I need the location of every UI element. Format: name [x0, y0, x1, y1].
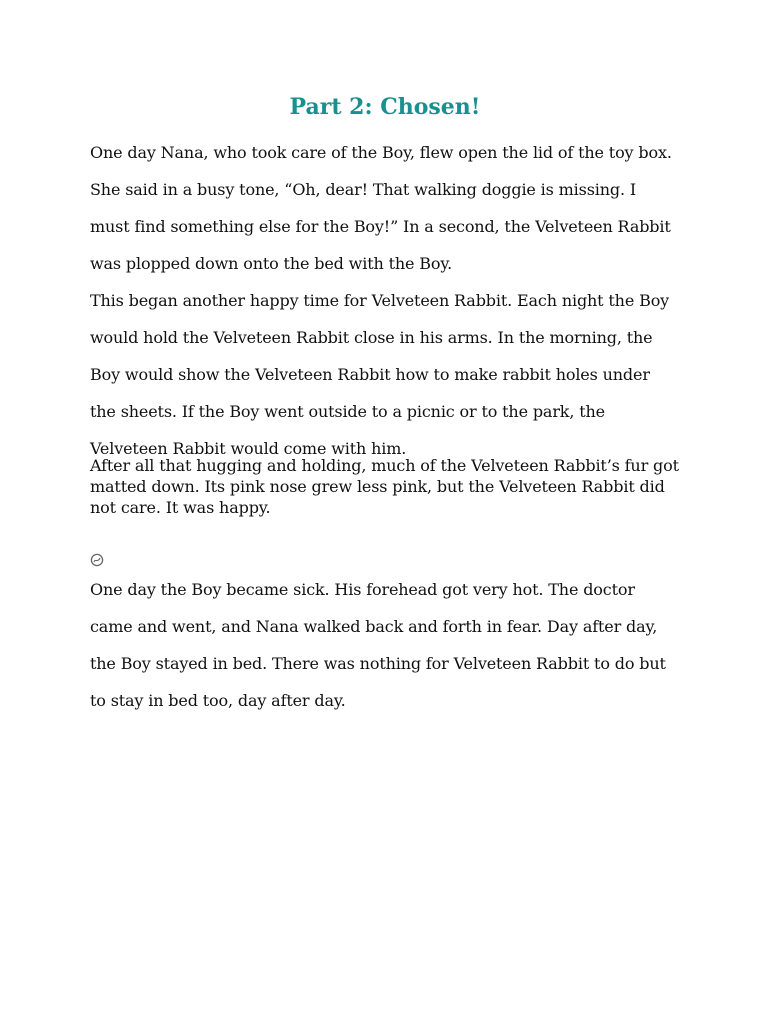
- paragraph-happy-time: This began another happy time for Velveteen Rabbit. Each night the Boy would hold the Velveteen Rabbit close in his arms. In the morning, the Boy would show the Velveteen Rabbit how to make rabbit holes under the sheets. If the Boy went outside to a picnic or to the park, the Velveteen Rabbit would come with him.: [90, 291, 670, 458]
- section-separator: [90, 549, 680, 571]
- circled-swirl-icon: [90, 553, 104, 567]
- page-title: Part 2: Chosen!: [289, 94, 481, 120]
- paragraph-matted-fur: After all that hugging and holding, much of the Velveteen Rabbit’s fur got matted down. Its pink nose grew less pink, but the Velveteen Rabbit did not care. It was happy.: [90, 456, 679, 517]
- paragraph-nana-toy-box: One day Nana, who took care of the Boy, flew open the lid of the toy box. She said in a busy tone, “Oh, dear! That walking doggie is missing. I must find something else for the Boy!” In a second, the Velveteen Rabbit was plopped down onto the bed with the Boy.: [90, 143, 672, 273]
- paragraph-boy-sick: One day the Boy became sick. His forehead got very hot. The doctor came and went, and Nana walked back and forth in fear. Day after day, the Boy stayed in bed. There was nothing for Velveteen Rabbit to do but to stay in bed too, day after day.: [90, 580, 666, 710]
